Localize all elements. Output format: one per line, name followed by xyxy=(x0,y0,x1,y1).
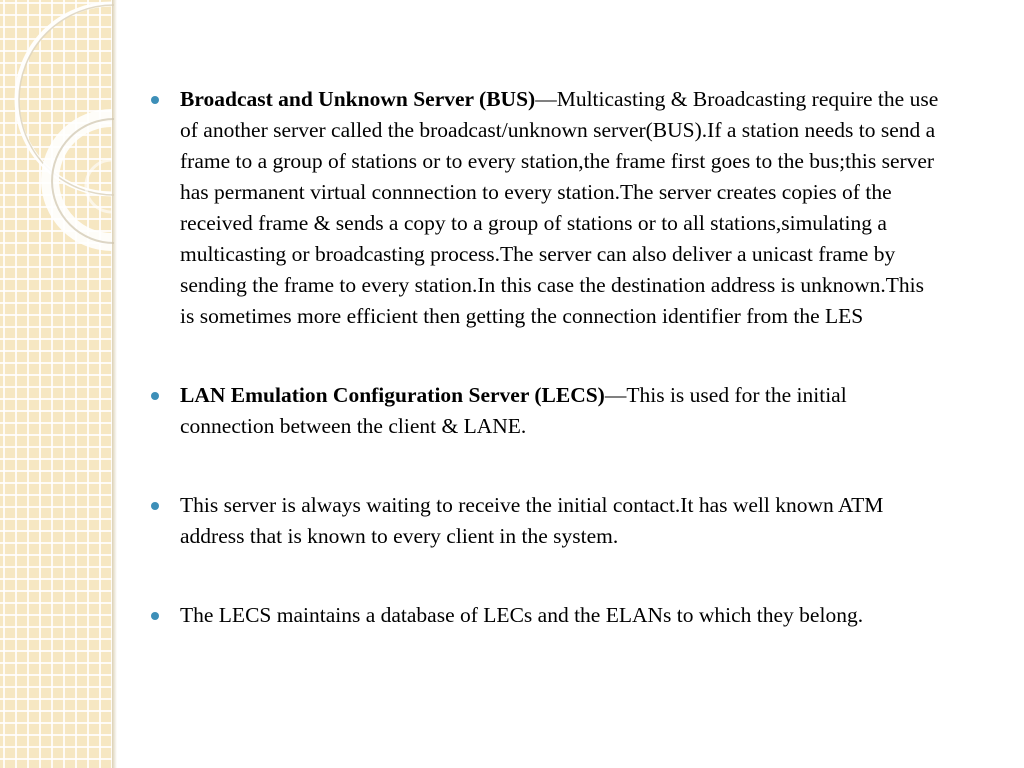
bullet-term: LAN Emulation Configuration Server (LECS) xyxy=(180,383,605,407)
bullet-dot xyxy=(151,96,159,104)
bullet-term: Broadcast and Unknown Server (BUS) xyxy=(180,87,536,111)
bullet-text: This server is always waiting to receive the initial contact.It has well known ATM address that is known to every client in the system. xyxy=(180,493,884,548)
sidebar-edge-shadow xyxy=(112,0,117,768)
bullet-dot xyxy=(151,392,159,400)
bullet-text: —This is used for the initial connection between the client & LANE. xyxy=(180,383,847,438)
bullet-item-server-waiting xyxy=(150,490,940,552)
bullet-item-lecs xyxy=(150,380,940,442)
bullet-dot xyxy=(151,502,159,510)
bullet-item-lecs-database xyxy=(150,600,940,631)
bullet-text: The LECS maintains a database of LECs and the ELANs to which they belong. xyxy=(180,603,864,627)
bullet-text: —Multicasting & Broadcasting require the use of another server called the broadcast/unknown server(BUS).If a station needs to send a frame to a group of stations or to every station,the frame first goes to the bus;this server has permanent virtual connnection to every station.The server creates copies of the received frame & sends a copy to a group of stations or to all stations,simulating a multicasting or broadcasting process.The server can also deliver a unicast frame by sending the frame to every station.In this case the destination address is unknown.This is sometimes more efficient then getting the connection identifier from the LES xyxy=(180,87,939,328)
decorative-grid-sidebar xyxy=(0,0,112,768)
bullet-item-bus xyxy=(150,84,940,332)
bullet-list xyxy=(150,84,940,631)
bullet-dot xyxy=(151,612,159,620)
